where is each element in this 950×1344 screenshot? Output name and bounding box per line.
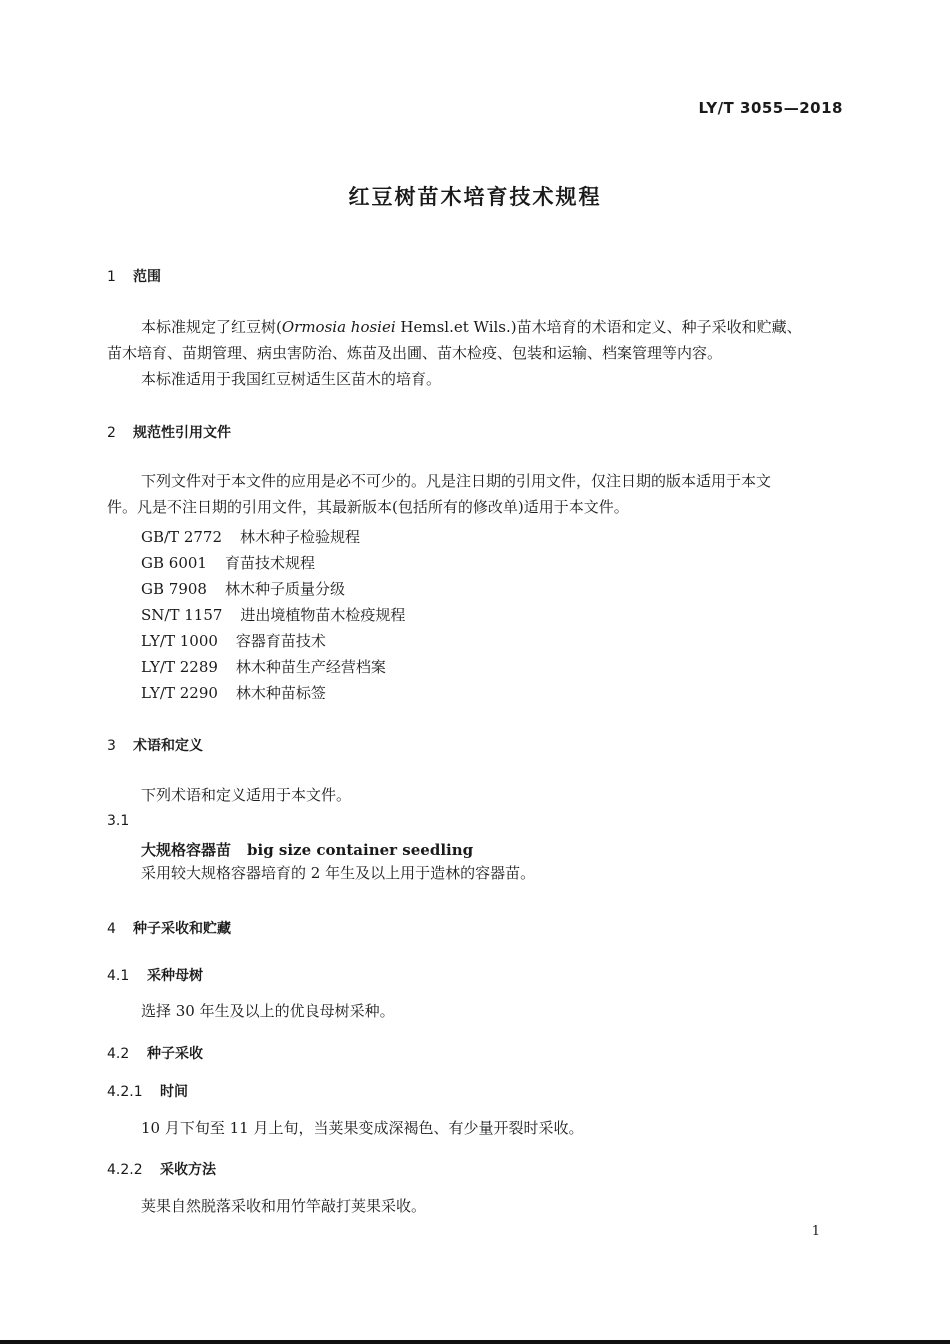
paragraph: 荚果自然脱落采收和用竹竿敲打荚果采收。 xyxy=(141,1197,427,1215)
subsection-4-2-heading xyxy=(107,1043,203,1063)
reference-code: SN/T 1157 xyxy=(141,606,223,624)
reference-item xyxy=(141,552,315,573)
page-number: 1 xyxy=(811,1224,820,1239)
reference-title: 林木种子检验规程 xyxy=(240,528,361,546)
paragraph-line: 下列文件对于本文件的应用是必不可少的。凡是注日期的引用文件，仅注日期的版本适用于本文 xyxy=(141,472,772,490)
section-title: 规范性引用文件 xyxy=(133,425,231,441)
reference-code: LY/T 1000 xyxy=(141,632,218,650)
section-number: 1 xyxy=(107,269,116,285)
subsection-4-1-heading xyxy=(107,965,203,985)
section-title: 术语和定义 xyxy=(133,738,203,754)
paragraph: 下列术语和定义适用于本文件。 xyxy=(141,786,352,804)
reference-code: LY/T 2289 xyxy=(141,658,218,676)
text-run: 本标准规定了红豆树( xyxy=(141,318,282,336)
reference-code: LY/T 2290 xyxy=(141,684,218,702)
reference-title: 林木种子质量分级 xyxy=(224,580,345,598)
subsection-number: 3.1 xyxy=(107,813,130,829)
section-number: 4 xyxy=(107,921,116,937)
section-1-heading xyxy=(107,266,161,286)
reference-title: 容器育苗技术 xyxy=(235,632,326,650)
reference-title: 育苗技术规程 xyxy=(224,554,315,572)
section-4-heading xyxy=(107,918,231,938)
subsection-4-2-1-heading xyxy=(107,1081,188,1101)
paragraph: 10 月下旬至 11 月上旬，当荚果变成深褐色、有少量开裂时采收。 xyxy=(141,1119,584,1137)
section-2-heading xyxy=(107,422,231,442)
reference-title: 林木种苗标签 xyxy=(235,684,326,702)
term-english: big size container seedling xyxy=(247,841,474,859)
subsection-number: 4.1 xyxy=(107,968,130,984)
reference-item xyxy=(141,656,386,677)
subsection-title: 种子采收 xyxy=(147,1046,203,1062)
paragraph-line xyxy=(141,314,802,340)
reference-item xyxy=(141,682,326,703)
standard-code: LY/T 3055—2018 xyxy=(698,99,843,117)
reference-item xyxy=(141,604,405,625)
paragraph-line: 苗木培育、苗期管理、病虫害防治、炼苗及出圃、苗木检疫、包装和运输、档案管理等内容。 xyxy=(107,344,723,362)
term-chinese: 大规格容器苗 xyxy=(141,841,232,859)
paragraph-line: 件。凡是不注日期的引用文件，其最新版本(包括所有的修改单)适用于本文件。 xyxy=(107,498,629,516)
paragraph: 本标准适用于我国红豆树适生区苗木的培育。 xyxy=(141,370,442,388)
text-run: Hemsl.et Wils.)苗木培育的术语和定义、种子采收和贮藏、 xyxy=(395,318,802,336)
section-number: 2 xyxy=(107,425,116,441)
reference-code: GB 7908 xyxy=(141,580,207,598)
subsection-title: 采种母树 xyxy=(147,968,203,984)
section-title: 种子采收和贮藏 xyxy=(133,921,231,937)
reference-item xyxy=(141,526,360,547)
document-title: 红豆树苗木培育技术规程 xyxy=(348,185,602,209)
section-3-heading xyxy=(107,735,203,755)
subsection-title: 时间 xyxy=(160,1084,188,1100)
subsection-4-2-2-heading xyxy=(107,1159,216,1179)
section-title: 范围 xyxy=(133,269,161,285)
reference-title: 进出境植物苗木检疫规程 xyxy=(240,606,406,624)
subsection-title: 采收方法 xyxy=(160,1162,216,1178)
reference-code: GB/T 2772 xyxy=(141,528,223,546)
reference-item xyxy=(141,630,326,651)
subsection-number: 4.2 xyxy=(107,1046,130,1062)
subsection-number: 4.2.2 xyxy=(107,1162,143,1178)
reference-code: GB 6001 xyxy=(141,554,207,572)
subsection-number: 4.2.1 xyxy=(107,1084,143,1100)
section-number: 3 xyxy=(107,738,116,754)
bottom-edge-rule xyxy=(0,1340,950,1344)
paragraph: 选择 30 年生及以上的优良母树采种。 xyxy=(141,1002,395,1020)
reference-item xyxy=(141,578,345,599)
reference-title: 林木种苗生产经营档案 xyxy=(235,658,386,676)
latin-name: Ormosia hosiei xyxy=(281,318,396,336)
term-entry xyxy=(141,839,473,860)
term-definition: 采用较大规格容器培育的 2 年生及以上用于造林的容器苗。 xyxy=(141,864,536,882)
